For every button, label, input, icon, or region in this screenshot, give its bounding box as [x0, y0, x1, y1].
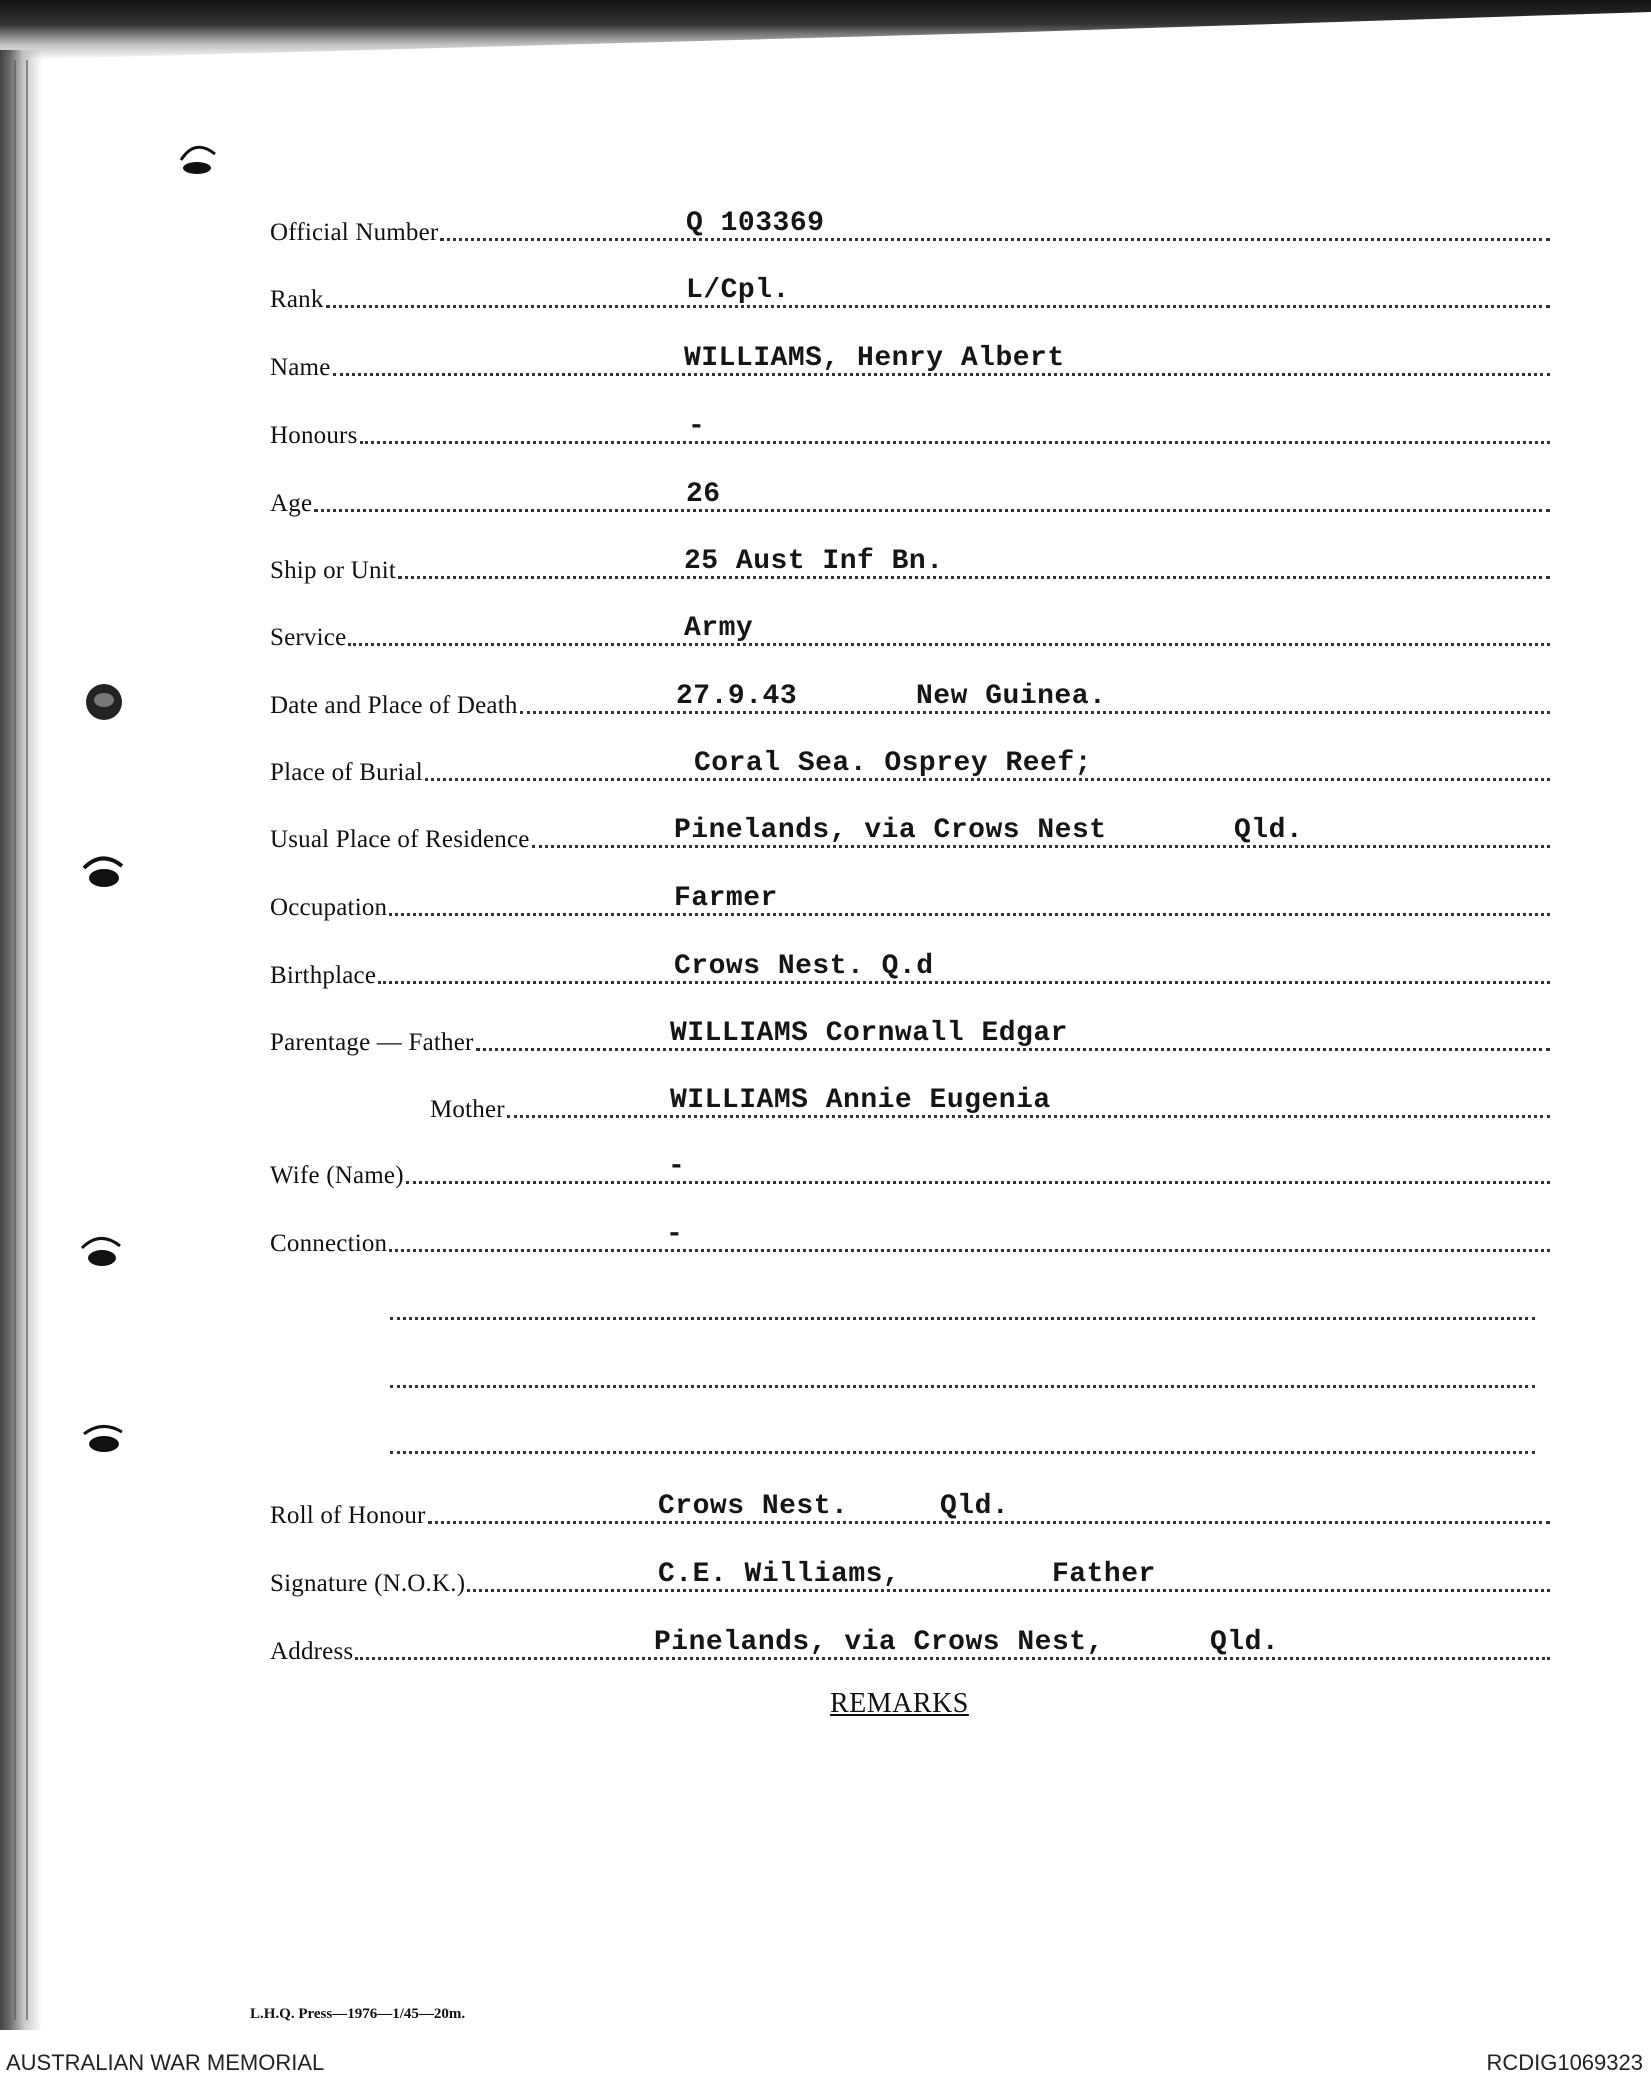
field-birthplace: [270, 948, 1550, 988]
signature-relation-value: Father: [1052, 1559, 1156, 1590]
mother-value: WILLIAMS Annie Eugenia: [670, 1085, 1051, 1116]
residence-label: Usual Place of Residence: [270, 826, 530, 853]
address-value: Pinelands, via Crows Nest,: [654, 1627, 1104, 1658]
paper-edge-line: [26, 60, 28, 2020]
field-occupation: [270, 880, 1550, 920]
punch-hole-icon: [175, 140, 221, 182]
father-value: WILLIAMS Cornwall Edgar: [670, 1018, 1068, 1049]
rank-value: L/Cpl.: [686, 275, 790, 306]
field-roll-of-honour: [270, 1488, 1550, 1528]
wife-value: -: [668, 1151, 686, 1182]
field-father: [270, 1015, 1550, 1055]
field-wife: [270, 1148, 1550, 1188]
paper-edge-line: [14, 60, 16, 2020]
death-label: Date and Place of Death: [270, 692, 518, 719]
field-address: [270, 1624, 1550, 1664]
roll-of-honour-state-value: Qld.: [940, 1491, 1010, 1522]
blank-line: [390, 1450, 1535, 1454]
death-date-value: 27.9.43: [676, 681, 798, 712]
residence-value: Pinelands, via Crows Nest: [674, 815, 1107, 846]
birthplace-label: Birthplace: [270, 962, 377, 989]
age-label: Age: [270, 490, 313, 517]
blank-line: [390, 1316, 1535, 1320]
official-number-value: Q 103369: [686, 208, 825, 239]
remarks-heading: REMARKS: [830, 1688, 969, 1719]
punch-hole-icon: [80, 850, 126, 892]
field-name: [270, 340, 1550, 380]
punch-hole-icon: [80, 680, 126, 722]
father-label: Parentage — Father: [270, 1029, 474, 1056]
ship-or-unit-label: Ship or Unit: [270, 557, 397, 584]
field-rank: [270, 272, 1550, 312]
scan-top-edge: [0, 0, 1651, 60]
mother-label: Mother: [430, 1096, 505, 1123]
address-state-value: Qld.: [1210, 1627, 1280, 1658]
connection-label: Connection: [270, 1230, 388, 1257]
footer-institution: AUSTRALIAN WAR MEMORIAL: [6, 2050, 325, 2075]
press-mark: L.H.Q. Press—1976—1/45—20m.: [250, 2006, 466, 2022]
field-age: [270, 476, 1550, 516]
occupation-label: Occupation: [270, 894, 388, 921]
field-date-place-of-death: [270, 678, 1550, 718]
occupation-value: Farmer: [674, 883, 778, 914]
burial-value: Coral Sea. Osprey Reef;: [694, 748, 1092, 779]
field-service: [270, 610, 1550, 650]
service-label: Service: [270, 624, 347, 651]
official-number-label: Official Number: [270, 219, 439, 246]
field-connection: [270, 1216, 1550, 1256]
honours-value: -: [688, 411, 706, 442]
wife-label: Wife (Name): [270, 1162, 404, 1189]
punch-hole-icon: [78, 1230, 124, 1272]
age-value: 26: [686, 479, 721, 510]
service-value: Army: [684, 613, 754, 644]
field-honours: [270, 408, 1550, 448]
connection-value: -: [666, 1219, 684, 1250]
field-place-of-burial: [270, 745, 1550, 785]
rank-label: Rank: [270, 286, 324, 313]
field-ship-or-unit: [270, 543, 1550, 583]
field-signature: [270, 1556, 1550, 1596]
birthplace-value: Crows Nest. Q.d: [674, 951, 934, 982]
signature-value: C.E. Williams,: [658, 1559, 901, 1590]
burial-label: Place of Burial: [270, 759, 423, 786]
address-label: Address: [270, 1638, 354, 1665]
ship-or-unit-value: 25 Aust Inf Bn.: [684, 546, 944, 577]
signature-label: Signature (N.O.K.): [270, 1570, 466, 1597]
field-usual-residence: [270, 812, 1550, 852]
scan-left-edge: [0, 50, 42, 2030]
blank-line: [390, 1384, 1535, 1388]
roll-of-honour-label: Roll of Honour: [270, 1502, 426, 1529]
footer-record-id: RCDIG1069323: [1486, 2050, 1643, 2075]
death-place-value: New Guinea.: [916, 681, 1107, 712]
name-label: Name: [270, 354, 331, 381]
punch-hole-icon: [80, 1418, 126, 1460]
field-official-number: [270, 205, 1550, 245]
name-value: WILLIAMS, Henry Albert: [684, 343, 1065, 374]
roll-of-honour-value: Crows Nest.: [658, 1491, 849, 1522]
residence-state-value: Qld.: [1234, 815, 1304, 846]
honours-label: Honours: [270, 422, 358, 449]
field-mother: [270, 1082, 1550, 1122]
